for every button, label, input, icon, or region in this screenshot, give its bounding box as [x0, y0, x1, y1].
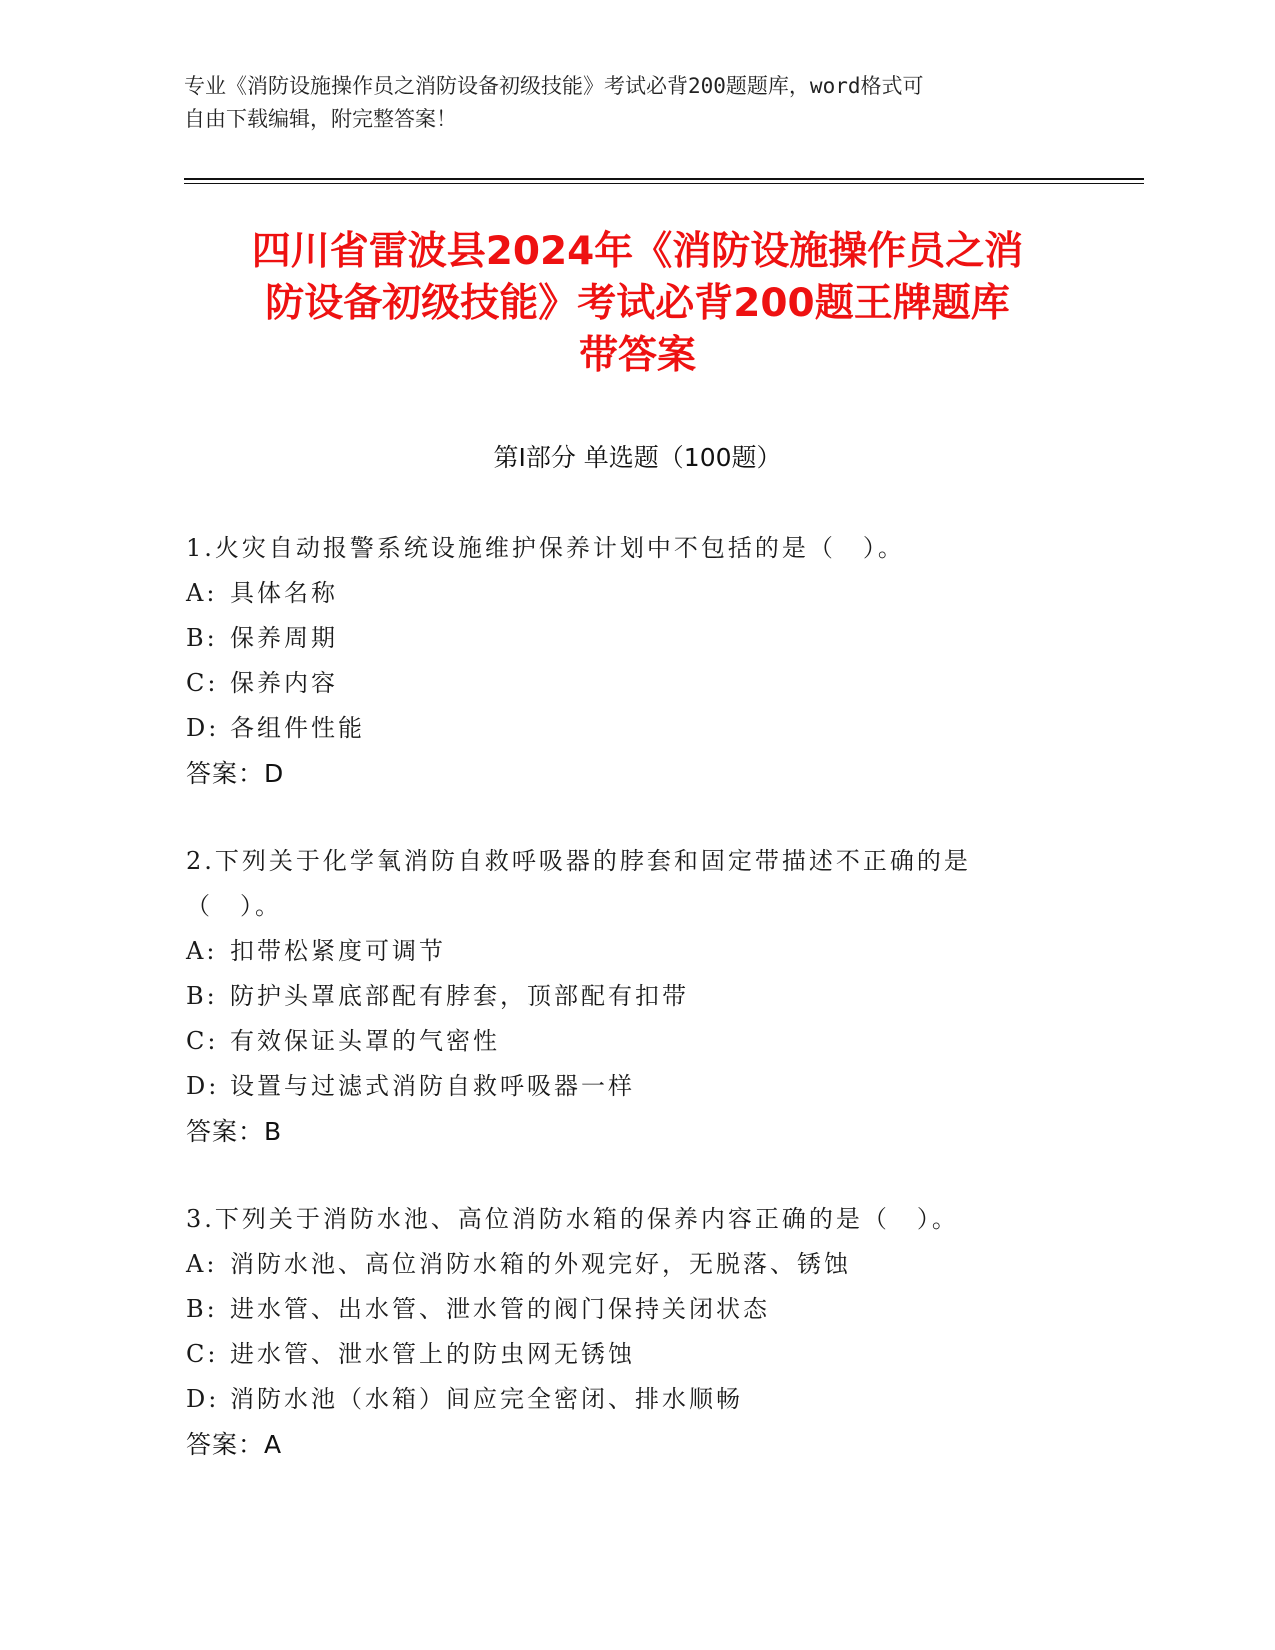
option-c [186, 1332, 1066, 1377]
option-key: C: [186, 1027, 219, 1055]
question-stem: 2.下列关于化学氧消防自救呼吸器的脖套和固定带描述不正确的是（ ）。 [186, 847, 971, 920]
option-c [186, 1019, 1066, 1064]
header-note [184, 70, 1064, 136]
option-text: 扣带松紧度可调节 [230, 937, 446, 965]
option-text: 具体名称 [230, 579, 338, 607]
header-divider-thin [184, 183, 1144, 184]
option-key: A: [186, 1250, 218, 1278]
option-text: 有效保证头罩的气密性 [230, 1027, 500, 1055]
option-a [186, 571, 1066, 616]
option-key: A: [186, 579, 218, 607]
option-key: D: [186, 1385, 220, 1413]
option-b [186, 974, 1066, 1019]
option-d [186, 1064, 1066, 1109]
option-d [186, 1377, 1066, 1422]
option-b [186, 616, 1066, 661]
option-text: 防护头罩底部配有脖套，顶部配有扣带 [230, 982, 689, 1010]
option-text: 保养内容 [230, 669, 338, 697]
option-key: C: [186, 1340, 219, 1368]
option-text: 消防水池、高位消防水箱的外观完好，无脱落、锈蚀 [230, 1250, 851, 1278]
option-text: 设置与过滤式消防自救呼吸器一样 [230, 1072, 635, 1100]
option-key: B: [186, 982, 218, 1010]
title-line-2: 防设备初级技能》考试必背200题王牌题库 [265, 281, 1010, 326]
option-text: 各组件性能 [230, 714, 365, 742]
option-text: 保养周期 [230, 624, 338, 652]
document-title [150, 226, 1125, 382]
option-c [186, 661, 1066, 706]
title-line-1: 四川省雷波县2024年《消防设施操作员之消 [251, 229, 1024, 274]
header-divider-thick [184, 178, 1144, 180]
answer-label: 答案：A [186, 1430, 283, 1459]
option-key: D: [186, 714, 220, 742]
section-title: 第Ⅰ部分 单选题（100题） [493, 443, 782, 472]
header-note-line-2: 自由下载编辑，附完整答案！ [184, 107, 457, 131]
question-1 [186, 526, 1066, 796]
option-text: 进水管、出水管、泄水管的阀门保持关闭状态 [230, 1295, 770, 1323]
question-stem: 1.火灾自动报警系统设施维护保养计划中不包括的是（ ）。 [186, 534, 905, 562]
question-2 [186, 839, 1066, 1154]
option-text: 进水管、泄水管上的防虫网无锈蚀 [230, 1340, 635, 1368]
option-a [186, 1242, 1066, 1287]
option-key: B: [186, 624, 218, 652]
option-b [186, 1287, 1066, 1332]
option-key: A: [186, 937, 218, 965]
option-key: D: [186, 1072, 220, 1100]
question-list [186, 526, 1066, 1510]
option-key: B: [186, 1295, 218, 1323]
question-3 [186, 1197, 1066, 1467]
answer-label: 答案：B [186, 1117, 283, 1146]
answer-label: 答案：D [186, 759, 285, 788]
option-text: 消防水池（水箱）间应完全密闭、排水顺畅 [230, 1385, 743, 1413]
option-a [186, 929, 1066, 974]
question-stem: 3.下列关于消防水池、高位消防水箱的保养内容正确的是（ ）。 [186, 1205, 959, 1233]
title-line-3: 带答案 [578, 333, 696, 378]
option-d [186, 706, 1066, 751]
header-note-line-1: 专业《消防设施操作员之消防设备初级技能》考试必背200题题库，word格式可 [184, 74, 924, 98]
option-key: C: [186, 669, 219, 697]
